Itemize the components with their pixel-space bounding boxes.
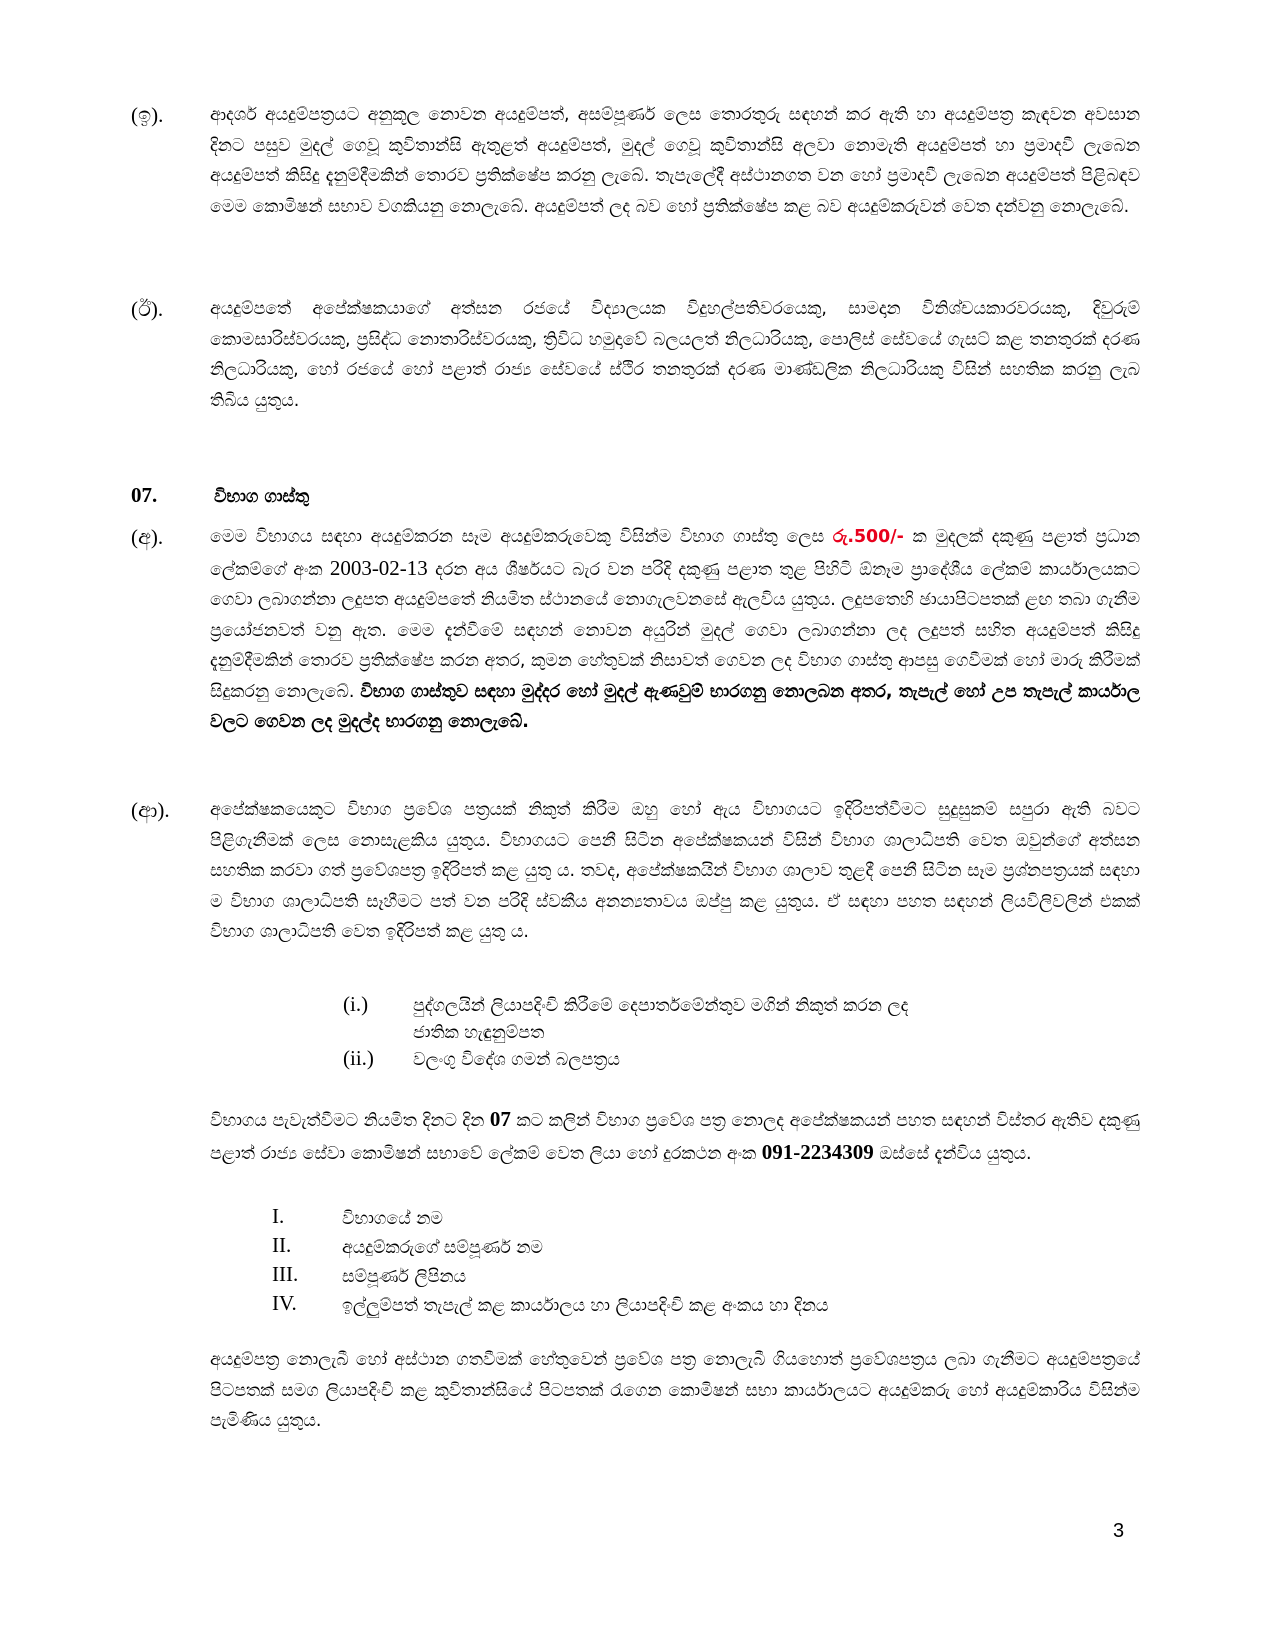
page-number: 3	[1113, 1520, 1125, 1542]
section-a-text-rest: දරන අය ශීර්ෂයට බැර වන පරිදි දකුණු පළාත තුළ පිහිටි ඕනෑම ප්‍රාදේශීය ලේකම් කාර්යාලයකට ගෙවා ලබාගන්නා ලදුපත අයදුම්පතේ නියමිත ස්ථානයේ නොගැලවනසේ ඇලවිය යුතුය. ලදුපතෙහි ඡායාපිටපතක් ළඟ තබා ගැනීම ප්‍රයෝජනවත් වනු ඇත. මෙම දැන්වීමේ සඳහන් නොවන අයුරින් මුදල් ගෙවා ලබාගන්නා ලද ලදුපත් සහිත අයදුම්පත් කිසිදු දැනුම්දීමකින් තොරව ප්‍රතික්ෂේප කරන අතර, කුමන හේතුවක් නිසාවත් ගෙවන ලද විභාග ගාස්තු ආපසු ගෙවීමක් හෝ මාරු කිරීමක් සිදුකරනු නොලැබේ.	[210, 559, 1140, 702]
revenue-head-number: 2003-02-13	[329, 555, 428, 580]
detail-item-text: සම්පූර්ණ ලිපිනය	[342, 1267, 467, 1287]
document-item-number: (ii.)	[343, 1046, 374, 1070]
section-label-ii: (ඊ).	[131, 297, 164, 321]
detail-item-number: II.	[272, 1233, 292, 1257]
section-label-i: (ඉ).	[131, 103, 164, 127]
admission-text-mid: කට කලින් විභාග ප්‍රවේශ පත්‍ර නොලද අපේක්ෂකයන් පහත සඳහන් විස්තර ඇතිව දකුණු පළාත් රාජ්‍ය සේවා කොමිෂන් සභාවේ ලේකම් වෙත ලියා හෝ දුරකථන අංක	[210, 1111, 1141, 1164]
admission-text	[210, 1104, 1140, 1169]
section-a-bold-notice: විභාග ගාස්තුව සඳහා මුද්දර හෝ මුදල් ඇණවුම් භාරගනු නොලබන අතර, තැපැල් හෝ උප තැපැල් කාර්යාල වලට ගෙවන ලද මුදල්ද භාරගනු නොලැබේ.	[210, 681, 1140, 732]
section-i-text: ආදර්ශ අයදුම්පත්‍රයට අනුකූල නොවන අයදුම්පත්, අසම්පූර්ණ ලෙස තොරතුරු සඳහන් කර ඇති හා අයදුම්පත්‍ර කැඳවන අවසාන දිනට පසුව මුදල් ගෙවූ කුවිතාන්සි ඇතුළත් අයදුම්පත්, මුදල් ගෙවූ කුවිතාන්සි අලවා නොමැති අයදුම්පත් හා ප්‍රමාදවී ලැබෙන අයදුම්පත් කිසිදු දැනුම්දීමකින් තොරව ප්‍රතික්ෂේප කරනු ලැබේ. තැපැලේදී අස්ථානගත වන හෝ ප්‍රමාදවී ලැබෙන අයදුම්පත් පිළිබඳව මෙම කොමිෂන් සභාව වගකියනු නොලැබේ. අයදුම්පත් ලද බව හෝ ප්‍රතික්ෂේප කළ බව අයදුම්කරුවන් වෙත දන්වනු නොලැබේ.	[210, 105, 1140, 217]
section-ii-text: අයදුම්පතේ අපේක්ෂකයාගේ අත්සන රජයේ විද්‍යාලයක විදුහල්පතිවරයෙකු, සාමදාන විනිශ්චයකාරවරයකු, දිවුරුම් කොමසාරිස්වරයකු, ප්‍රසිද්ධ නොතාරිස්වරයකු, ත්‍රිවිධ හමුදාවේ බලයලත් නිලධාරියකු, පොලිස් සේවයේ ගැසට් කළ තනතුරක් දරණ නිලධාරියකු, හෝ රජයේ හෝ පළාත් රාජ්‍ය සේවයේ ස්ථිර තනතුරක් දරණ මාණ්ඩලික නිලධාරියකු විසින් සහතික කරනු ලැබ තිබිය යුතුය.	[210, 299, 1140, 411]
detail-item-number: I.	[272, 1204, 285, 1228]
document-item-line: වලංගු විදේශ ගමන් බලපත්‍රය	[413, 1050, 620, 1070]
section-heading-title: විභාග ගාස්තු	[214, 487, 310, 507]
admission-text-end: ඔස්සේ දැන්විය යුතුය.	[873, 1143, 1032, 1164]
detail-item-text: විභාගයේ නම	[342, 1209, 443, 1229]
closing-text: අයදුම්පත්‍ර නොලැබී හෝ අස්ථාන ගතවීමක් හේතුවෙන් ප්‍රවේශ පත්‍ර නොලැබී ගියහොත් ප්‍රවේශපත්‍රය ලබා ගැනීමට අයදුම්පත්‍රයේ පිටපතක් සමග ලියාපදිංචි කළ කුවිතාන්සියේ පිටපතක් රැගෙන කොමිෂන් සභා කාර්යාලයට අයදුම්කරු හෝ අයදුම්කාරිය විසින්ම පැමිණිය යුතුය.	[210, 1350, 1140, 1431]
phone-number: 091-2234309	[761, 1139, 874, 1164]
admission-text-start: විභාගය පැවැත්වීමට නියමිත දිනට දින	[210, 1111, 490, 1131]
detail-item-number: IV.	[272, 1291, 297, 1315]
document-item-line: ජාතික හැඳුනුම්පත	[413, 1023, 545, 1043]
section-label-a: (අ).	[131, 525, 164, 549]
document-item-text	[413, 1047, 1133, 1074]
exam-fee-amount: රු.500/-	[832, 527, 904, 547]
document-item-line: පුද්ගලයින් ලියාපදිංචි කිරීමේ දෙපාර්තමේන්තුව මගින් නිකුත් කරන ලද	[413, 996, 909, 1016]
detail-item-text: ඉල්ලුම්පත් තැපැල් කළ කාර්යාලය හා ලියාපදිංචි කළ අංකය හා දිනය	[342, 1296, 829, 1316]
section-a-text-mid: ක මුදලක් දකුණු පළාත් ප්‍රධාන ලේකම්ගේ අංක	[210, 527, 1141, 580]
section-label-aa: (ආ).	[131, 798, 170, 822]
detail-item-number: III.	[272, 1262, 299, 1286]
document-item-number: (i.)	[343, 992, 369, 1016]
detail-item-text: අයදුම්කරුගේ සම්පූර්ණ නම	[342, 1238, 543, 1258]
document-item-text	[413, 993, 1133, 1047]
section-a-text	[210, 522, 1140, 738]
admission-days: 07	[489, 1107, 511, 1131]
section-heading-number: 07.	[131, 483, 158, 507]
section-aa-text: අපේක්ෂකයෙකුට විභාග ප්‍රවේශ පත්‍රයක් නිකුත් කිරීම ඔහු හෝ ඇය විභාගයට ඉදිරිපත්වීමට සුදුසුකම් සපුරා ඇති බවට පිළිගැනීමක් ලෙස නොසැළකිය යුතුය. විභාගයට පෙනී සිටින අපේක්ෂකයන් විසින් විභාග ශාලාධිපති වෙත ඔවුන්ගේ අත්සන සහතික කරවා ගත් ප්‍රවේශපත්‍ර ඉදිරිපත් කළ යුතු ය. තවද, අපේක්ෂකයින් විභාග ශාලාව තුළදී පෙනී සිටින සෑම ප්‍රශ්නපත්‍රයක් සඳහා ම විභාග ශාලාධිපති සෑහීමට පත් වන පරිදි ස්වකීය අනන්‍යතාවය ඔප්පු කළ යුතුය. ඒ සඳහා පහත සඳහන් ලියවිලිවලින් එකක් විභාග ශාලාධිපති වෙත ඉදිරිපත් කළ යුතු ය.	[210, 800, 1140, 942]
section-a-text-start: මෙම විභාගය සඳහා අයදුම්කරන සෑම අයදුම්කරුවෙකු විසින්ම විභාග ගාස්තු ලෙස	[210, 527, 833, 547]
